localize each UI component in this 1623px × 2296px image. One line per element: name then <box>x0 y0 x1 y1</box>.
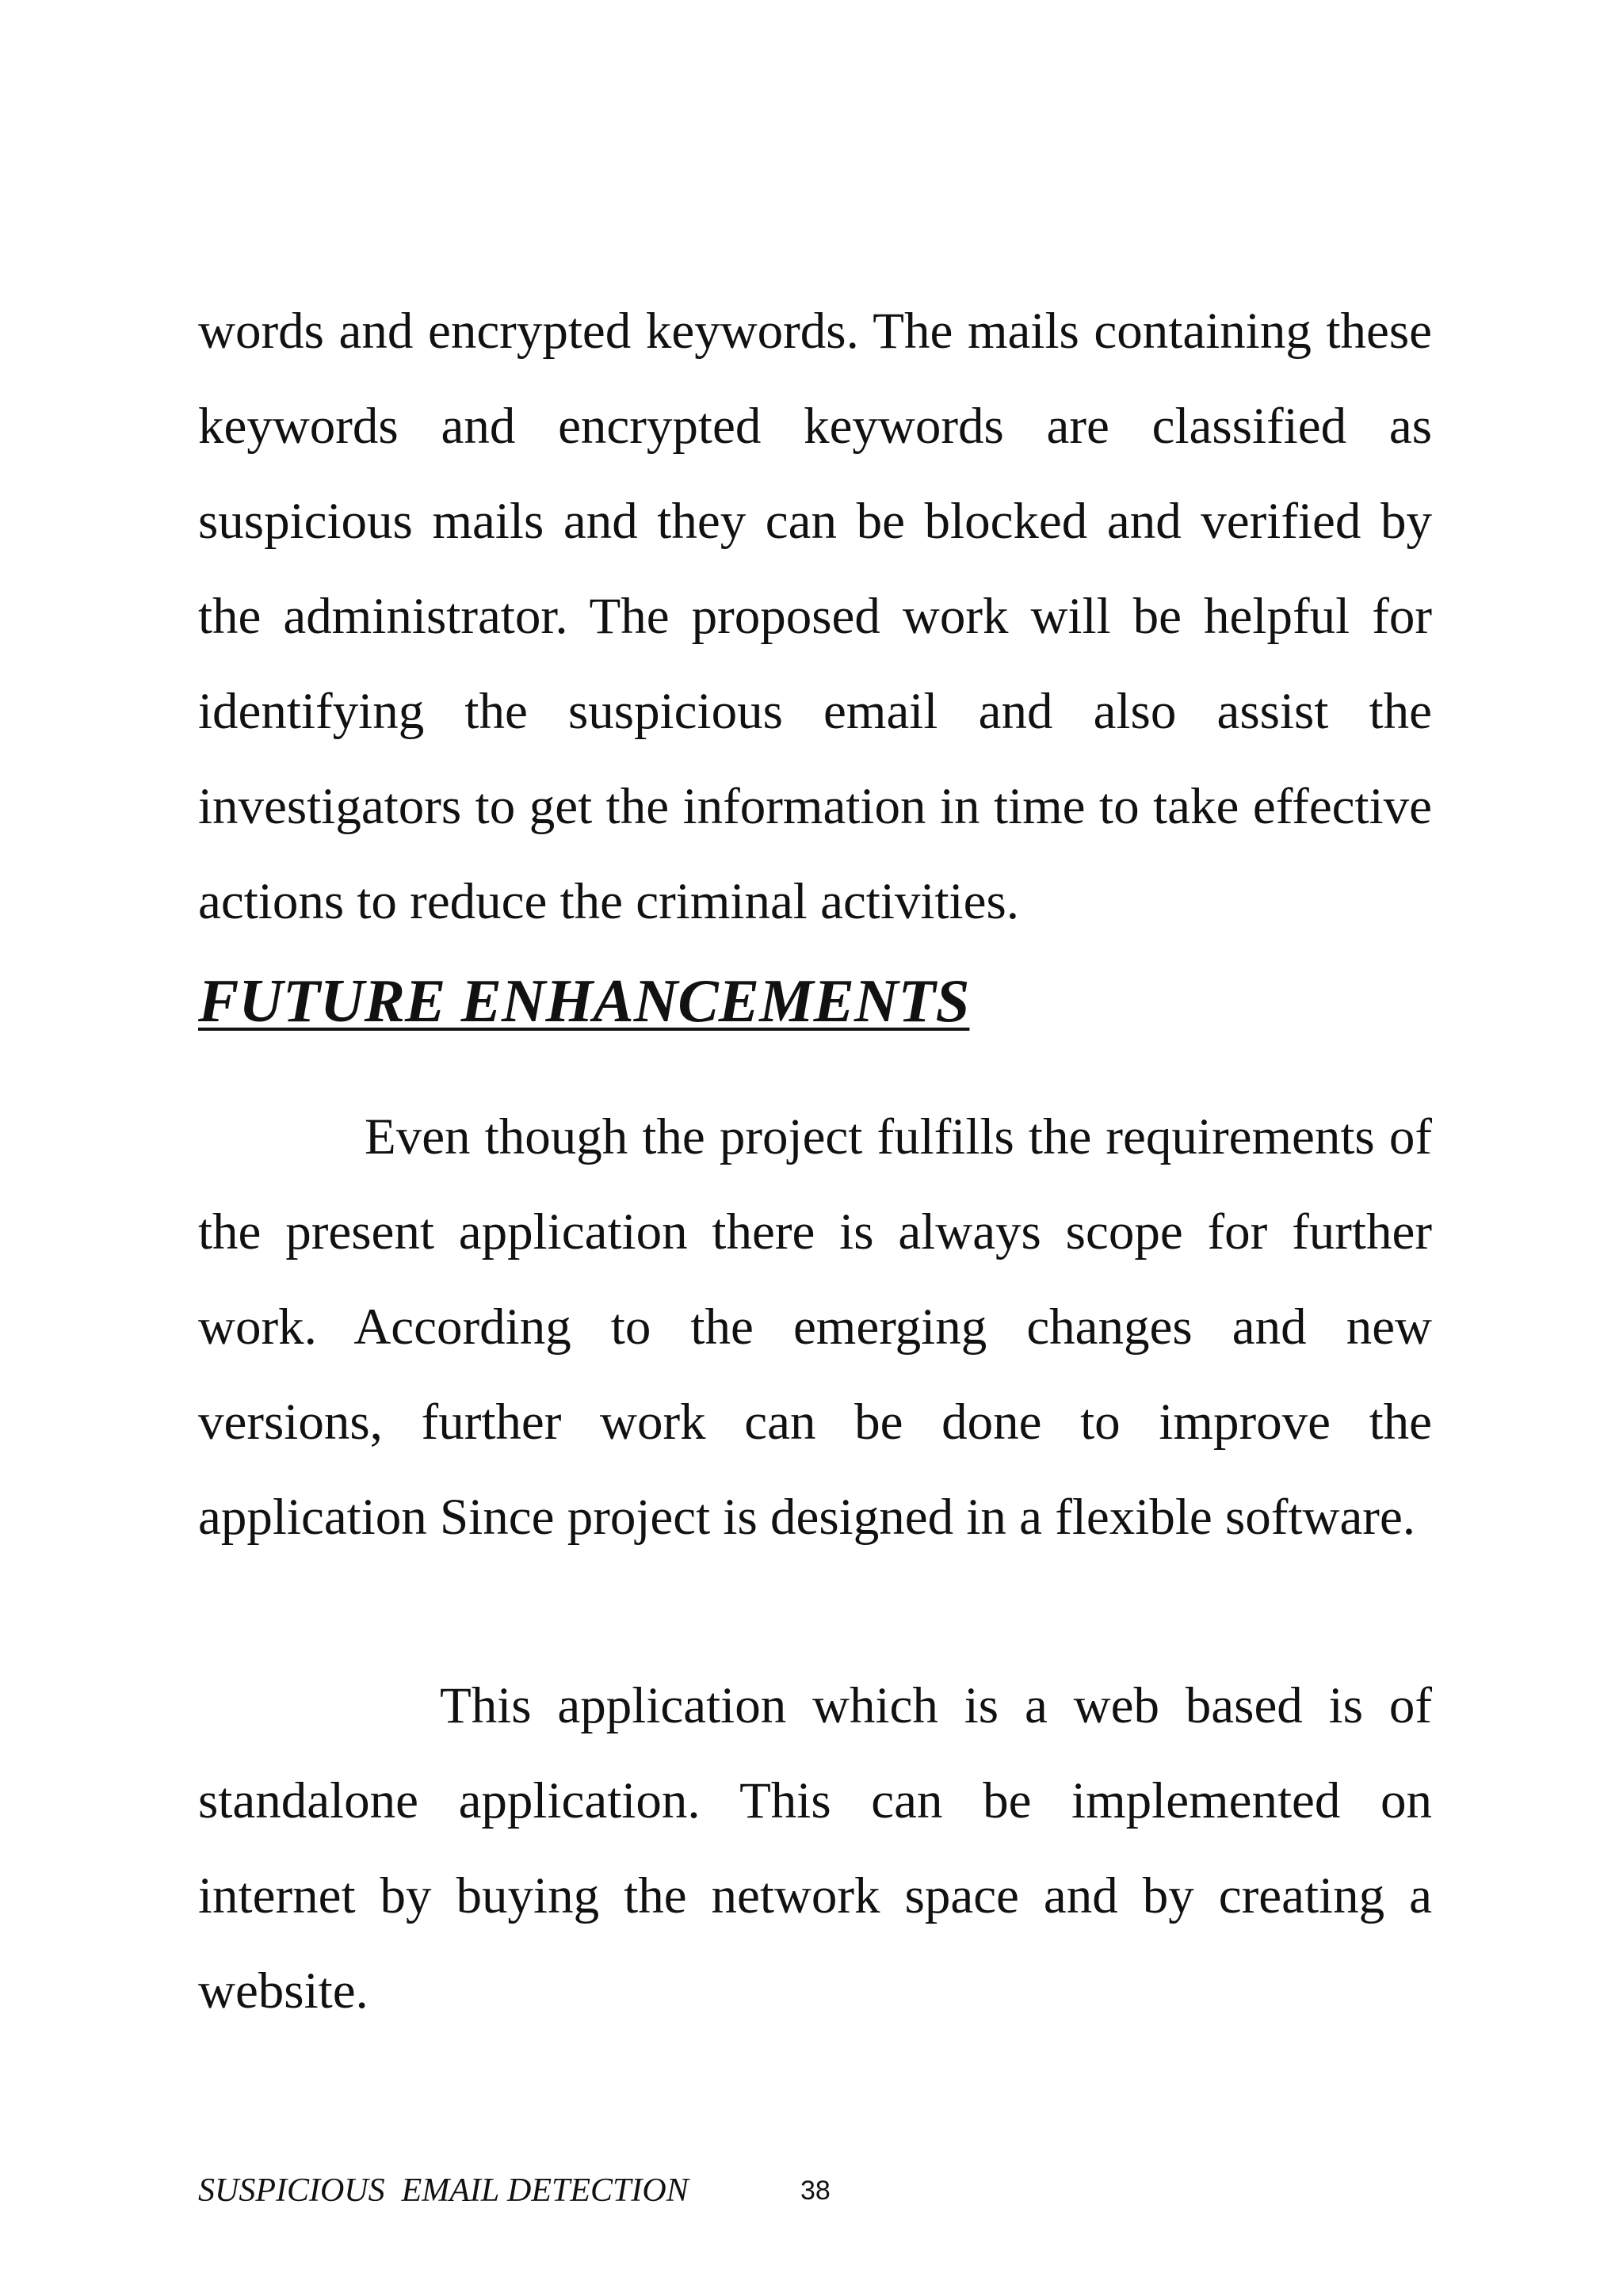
intro-paragraph: words and encrypted keywords. The mails containing these keywords and encrypted keywords are classified as suspicious mails and they can be blocked and verified by the administrator. The proposed work will be helpful for identifying the suspicious email and also assist the investigators to get the information in time to take effective actions to reduce the criminal activities. <box>198 303 1432 930</box>
future-paragraph-2: This application which is a web based is of standalone application. This can be implemented on internet by buying the network space and by creating a website. <box>198 1677 1432 2019</box>
future-paragraph-1-block <box>198 1089 1432 1565</box>
intro-paragraph-block <box>198 284 1432 949</box>
section-heading: FUTURE ENHANCEMENTS <box>198 967 970 1035</box>
page-number: 38 <box>800 2176 831 2206</box>
footer-title: SUSPICIOUS EMAIL DETECTION <box>198 2172 689 2209</box>
future-paragraph-1: Even though the project fulfills the requirements of the present application there is always scope for further work. According to the emerging changes and new versions, further work can be done to improve the application Since project is designed in a flexible software. <box>198 1108 1432 1546</box>
future-paragraph-2-block <box>198 1658 1432 2039</box>
